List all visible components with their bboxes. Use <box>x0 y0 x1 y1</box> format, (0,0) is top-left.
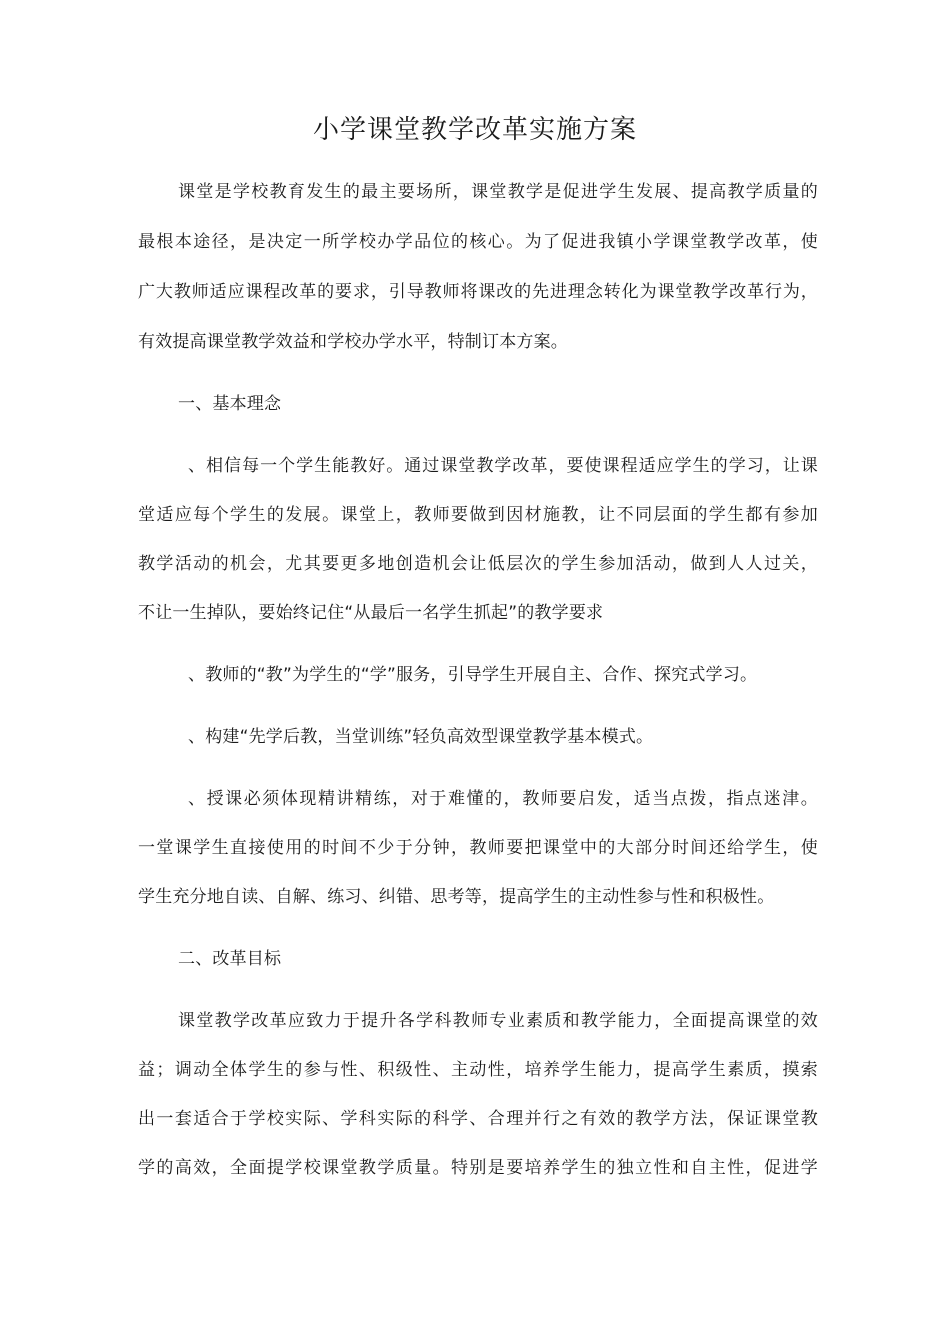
intro-line-2: 最根本途径，是决定一所学校办学品位的核心。为了促进我镇小学课堂教学改革，使 <box>138 232 818 252</box>
intro-line-3: 广大教师适应课程改革的要求，引导教师将课改的先进理念转化为课堂教学改革行为， <box>138 282 818 302</box>
section1-item1-line-1: 、相信每一个学生能教好。通过课堂教学改革，要使课程适应学生的学习，让课 <box>188 456 818 476</box>
section2-para-line-1: 课堂教学改革应致力于提升各学科教师专业素质和教学能力，全面提高课堂的效 <box>178 1011 818 1031</box>
section1-item1-line-3: 教学活动的机会，尤其要更多地创造机会让低层次的学生参加活动，做到人人过关， <box>138 554 818 574</box>
section2-para-line-4: 学的高效，全面提学校课堂教学质量。特别是要培养学生的独立性和自主性，促进学 <box>138 1158 818 1178</box>
section1-item3: 、构建“先学后教，当堂训练”轻负高效型课堂教学基本模式。 <box>188 727 654 747</box>
intro-line-1: 课堂是学校教育发生的最主要场所，课堂教学是促进学生发展、提高教学质量的 <box>178 182 818 202</box>
section1-item4-line-3: 学生充分地自读、自解、练习、纠错、思考等，提高学生的主动性参与性和积极性。 <box>138 887 775 907</box>
section1-item1-line-2: 堂适应每个学生的发展。课堂上，教师要做到因材施教，让不同层面的学生都有参加 <box>138 505 818 525</box>
section-heading-2: 二、改革目标 <box>178 949 282 969</box>
document-title: 小学课堂教学改革实施方案 <box>312 115 637 145</box>
section1-item4-line-1: 、授课必须体现精讲精练，对于难懂的，教师要启发，适当点拨，指点迷津。 <box>188 789 818 809</box>
intro-line-4: 有效提高课堂教学效益和学校办学水平，特制订本方案。 <box>138 332 568 352</box>
section1-item4-line-2: 一堂课学生直接使用的时间不少于分钟，教师要把课堂中的大部分时间还给学生，使 <box>138 838 818 858</box>
section2-para-line-2: 益；调动全体学生的参与性、积级性、主动性，培养学生能力，提高学生素质，摸索 <box>138 1060 818 1080</box>
section1-item1-line-4: 不让一生掉队，要始终记住“从最后一名学生抓起”的教学要求 <box>138 603 604 623</box>
section1-item2: 、教师的“教”为学生的“学”服务，引导学生开展自主、合作、探究式学习。 <box>188 665 758 685</box>
section2-para-line-3: 出一套适合于学校实际、学科实际的科学、合理并行之有效的教学方法，保证课堂教 <box>138 1109 818 1129</box>
section-heading-1: 一、基本理念 <box>178 394 282 414</box>
